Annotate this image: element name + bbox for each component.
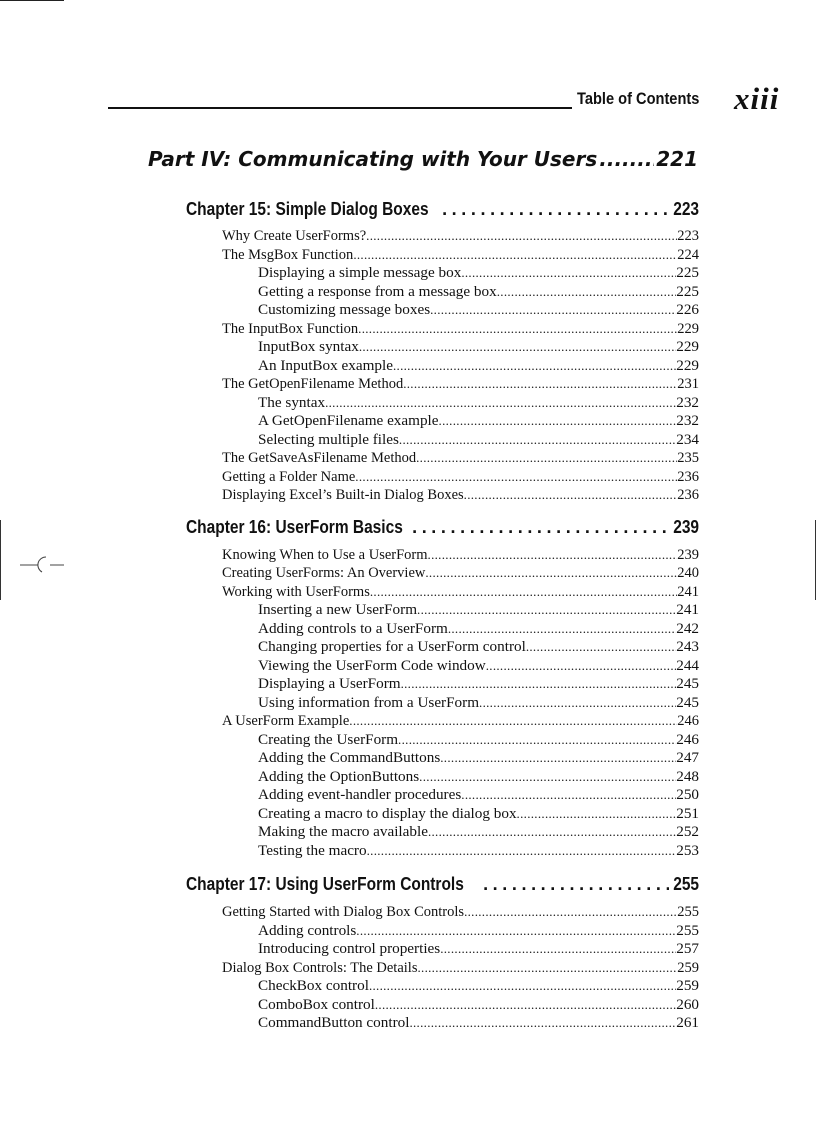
header-rule <box>108 107 572 109</box>
toc-entry-title: Creating UserForms: An Overview <box>222 565 426 581</box>
chapter-page: 255 <box>673 874 699 894</box>
leader-dots <box>349 712 677 730</box>
chapter-heading <box>186 199 699 223</box>
leader-dots <box>375 996 676 1014</box>
toc-entry-page: 229 <box>676 356 699 374</box>
toc-subentry <box>258 620 699 638</box>
leader-dots <box>483 874 669 895</box>
toc-entry-title: Adding event-handler procedures <box>258 786 462 803</box>
chapter-page: 223 <box>673 199 699 219</box>
toc-entry-title: Viewing the UserForm Code window <box>258 656 486 674</box>
toc-subentry <box>258 731 699 749</box>
toc-entry-page: 241 <box>676 601 699 618</box>
toc-subentry <box>258 940 699 958</box>
toc-subentry <box>258 394 699 412</box>
toc-entry-page: 252 <box>676 823 699 840</box>
toc-entry-page: 229 <box>677 320 699 337</box>
running-header-title: Table of Contents <box>577 89 700 108</box>
chapter-page: 239 <box>673 517 699 537</box>
chapter-heading <box>186 874 699 898</box>
toc-entry-title: Displaying a UserForm <box>258 675 401 692</box>
leader-dots <box>355 468 677 486</box>
toc-entry <box>222 564 699 582</box>
toc-entry-page: 250 <box>676 786 699 803</box>
toc-entry <box>222 320 699 338</box>
toc-entry <box>222 449 699 467</box>
toc-subentry <box>258 412 699 430</box>
leader-dots <box>440 749 676 767</box>
toc-entry-title: Changing properties for a UserForm control <box>258 638 526 655</box>
leader-dots <box>464 486 678 504</box>
leader-dots <box>367 842 677 860</box>
toc-entry-title: The syntax <box>258 393 326 411</box>
toc-entry-title: Introducing control properties <box>258 940 441 957</box>
toc-subentry <box>258 842 699 860</box>
toc-subentry <box>258 638 699 656</box>
leader-dots <box>358 320 677 338</box>
leader-dots <box>359 338 676 356</box>
toc-entry-title: Adding the OptionButtons <box>258 767 420 785</box>
toc-entry-page: 242 <box>676 619 699 637</box>
chapter-title: Chapter 16: UserForm Basics <box>186 517 403 537</box>
leader-dots <box>370 583 677 601</box>
leader-dots <box>417 601 676 619</box>
toc-entry-page: 245 <box>676 693 699 711</box>
toc-subentry <box>258 357 699 375</box>
leader-dots <box>464 903 677 921</box>
leader-dots <box>409 1014 676 1032</box>
chapter-heading <box>186 517 699 541</box>
toc-entry-title: Using information from a UserForm <box>258 693 480 711</box>
toc-subentry <box>258 768 699 786</box>
page-number: xiii <box>734 81 780 116</box>
toc-entry-page: 240 <box>677 565 699 581</box>
toc-entry <box>222 227 699 245</box>
toc-entry-page: 226 <box>676 301 699 318</box>
leader-dots <box>412 517 669 538</box>
toc-entry-title: Getting a Folder Name <box>222 468 356 485</box>
leader-dots <box>416 449 677 467</box>
toc-entry-page: 244 <box>676 656 699 674</box>
toc-entry-title: Making the macro available <box>258 823 428 840</box>
toc-entry-page: 253 <box>676 841 699 859</box>
toc-entry-title: A UserForm Example <box>222 713 350 729</box>
leader-dots <box>369 977 676 995</box>
toc-entry-title: A GetOpenFilename example <box>258 412 439 429</box>
toc-entry-page: 236 <box>677 468 699 485</box>
toc-entry-page: 231 <box>677 376 699 392</box>
toc-entry-page: 259 <box>677 959 699 976</box>
toc-entry-title: Why Create UserForms? <box>222 228 367 244</box>
toc-entry-page: 251 <box>676 804 699 822</box>
part-heading <box>148 147 698 181</box>
toc-entry-title: Dialog Box Controls: The Details <box>222 959 418 976</box>
toc-entry-page: 235 <box>677 450 699 466</box>
leader-dots <box>479 694 676 712</box>
leader-dots <box>401 675 677 693</box>
toc-subentry <box>258 805 699 823</box>
leader-dots <box>366 227 677 245</box>
toc-subentry <box>258 694 699 712</box>
toc-entry-page: 257 <box>676 940 699 957</box>
toc-entry-page: 248 <box>676 767 699 785</box>
toc-entry-title: Creating a macro to display the dialog box <box>258 804 517 822</box>
toc-entry-title: Adding controls to a UserForm <box>258 619 448 637</box>
toc-entry-title: ComboBox control <box>258 995 375 1013</box>
crop-mark-left <box>0 520 1 600</box>
toc-entry-title: Working with UserForms <box>222 583 370 600</box>
leader-dots <box>399 431 676 449</box>
toc-entry-page: 239 <box>677 546 699 563</box>
toc-entry-title: Inserting a new UserForm <box>258 601 418 618</box>
leader-dots <box>428 823 676 841</box>
toc-entry <box>222 375 699 393</box>
toc-entry-page: 232 <box>676 393 699 411</box>
leader-dots <box>461 786 676 804</box>
toc-entry-title: Adding controls <box>258 921 357 939</box>
toc-entry <box>222 468 699 486</box>
leader-dots <box>419 768 676 786</box>
toc-entry-page: 234 <box>676 430 699 448</box>
leader-dots <box>526 638 676 656</box>
leader-dots <box>393 357 676 375</box>
toc-entry-page: 229 <box>676 338 699 355</box>
crop-mark <box>0 0 64 1</box>
leader-dots <box>403 375 677 393</box>
toc-entry-title: Displaying Excel’s Built-in Dialog Boxes <box>222 487 464 503</box>
toc-entry <box>222 583 699 601</box>
toc-entry <box>222 246 699 264</box>
toc-entry-page: 241 <box>677 583 699 600</box>
toc-subentry <box>258 675 699 693</box>
leader-dots <box>439 412 677 430</box>
toc-entry-title: An InputBox example <box>258 356 393 374</box>
toc-entry-page: 223 <box>677 228 699 244</box>
toc-entry-title: Creating the UserForm <box>258 730 399 748</box>
leader-dots <box>517 805 677 823</box>
toc-entry-title: Adding the CommandButtons <box>258 749 441 766</box>
toc-entry-title: The MsgBox Function <box>222 246 354 263</box>
toc-entry-title: Selecting multiple files <box>258 430 399 448</box>
toc-subentry <box>258 601 699 619</box>
leader-dots <box>425 564 677 582</box>
part-title: Part IV: Communicating with Your Users <box>148 147 598 171</box>
toc-subentry <box>258 977 699 995</box>
toc-entry-title: CheckBox control <box>258 977 369 994</box>
toc-subentry <box>258 283 699 301</box>
toc-entry-page: 232 <box>676 412 699 429</box>
part-page: 221 <box>656 147 698 171</box>
registration-mark-icon <box>20 553 64 577</box>
leader-dots <box>486 657 677 675</box>
toc-entry-page: 259 <box>676 977 699 994</box>
toc-entry-page: 236 <box>677 487 699 503</box>
toc-subentry <box>258 657 699 675</box>
toc-entry-title: The GetSaveAsFilename Method <box>222 450 417 466</box>
toc-entry <box>222 903 699 921</box>
leader-dots <box>448 620 676 638</box>
toc-entry <box>222 712 699 730</box>
toc-subentry <box>258 996 699 1014</box>
toc-entry-title: InputBox syntax <box>258 338 359 355</box>
toc-entry-page: 245 <box>676 675 699 692</box>
leader-dots <box>356 922 676 940</box>
chapter-title: Chapter 15: Simple Dialog Boxes <box>186 199 429 219</box>
toc-entry <box>222 546 699 564</box>
toc-subentry <box>258 823 699 841</box>
toc-entry-title: Getting a response from a message box <box>258 282 497 300</box>
leader-dots <box>428 546 678 564</box>
leader-dots <box>430 301 676 319</box>
toc-subentry <box>258 301 699 319</box>
toc-entry-page: 260 <box>676 995 699 1013</box>
toc-subentry <box>258 338 699 356</box>
toc-entry-page: 224 <box>677 246 699 263</box>
leader-dots <box>442 199 669 220</box>
toc-subentry <box>258 922 699 940</box>
leader-dots <box>353 246 677 264</box>
toc-subentry <box>258 786 699 804</box>
chapter-title: Chapter 17: Using UserForm Controls <box>186 874 464 894</box>
leader-dots <box>599 147 654 171</box>
toc-entry-title: Displaying a simple message box <box>258 264 462 281</box>
toc-entry <box>222 486 699 504</box>
toc-entry-title: The InputBox Function <box>222 320 359 337</box>
leader-dots <box>461 264 676 282</box>
toc-subentry <box>258 749 699 767</box>
toc-entry-title: CommandButton control <box>258 1014 410 1031</box>
toc-entry-page: 225 <box>676 264 699 281</box>
leader-dots <box>325 394 676 412</box>
toc-subentry <box>258 264 699 282</box>
toc-entry-page: 255 <box>677 904 699 920</box>
toc-entry-page: 247 <box>676 749 699 766</box>
leader-dots <box>497 283 677 301</box>
toc-entry-page: 246 <box>676 730 699 748</box>
toc-subentry <box>258 431 699 449</box>
toc-entry-page: 261 <box>676 1014 699 1031</box>
toc-entry-page: 243 <box>676 638 699 655</box>
toc-entry-page: 246 <box>677 713 699 729</box>
toc-entry-title: Getting Started with Dialog Box Controls <box>222 904 465 920</box>
leader-dots <box>417 959 677 977</box>
toc-entry-page: 255 <box>676 921 699 939</box>
toc-entry-title: Knowing When to Use a UserForm <box>222 546 428 563</box>
toc-entry-title: The GetOpenFilename Method <box>222 376 404 392</box>
leader-dots <box>440 940 676 958</box>
toc-subentry <box>258 1014 699 1032</box>
toc-entry <box>222 959 699 977</box>
leader-dots <box>398 731 676 749</box>
toc-entry-title: Testing the macro <box>258 841 367 859</box>
toc-entry-title: Customizing message boxes <box>258 301 431 318</box>
toc-entry-page: 225 <box>676 282 699 300</box>
